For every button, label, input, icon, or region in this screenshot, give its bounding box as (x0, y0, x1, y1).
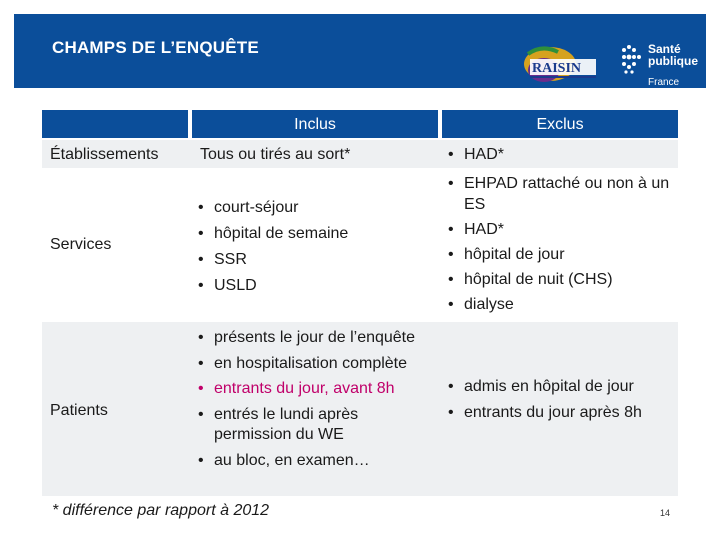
list-item: • EHPAD rattaché ou non à un ES (446, 173, 678, 215)
list-item: • HAD* (446, 144, 676, 166)
header-banner (14, 14, 706, 88)
raisin-logo-text: RAISIN (532, 61, 582, 76)
raisin-logo (522, 44, 604, 88)
cell-etablissements-exclus (446, 144, 676, 166)
list-item: • entrés le lundi après permission du WE (196, 405, 436, 446)
list-item: • SSR (196, 247, 436, 273)
page-title: CHAMPS DE L’ENQUÊTE (52, 38, 259, 57)
cell-services-exclus (446, 173, 678, 315)
list-item: • HAD* (446, 219, 678, 240)
cell-patients-inclus (196, 328, 436, 471)
list-item: • présents le jour de l’enquête (196, 328, 436, 349)
list-item: • dialyse (446, 294, 678, 315)
sp-logo-text (648, 43, 698, 67)
list-item: • au bloc, en examen… (196, 451, 436, 472)
footnote: * différence par rapport à 2012 (52, 502, 270, 519)
row-label-patients: Patients (50, 402, 108, 419)
cell-services-inclus (196, 195, 436, 299)
column-header-inclus: Inclus (192, 110, 438, 138)
sp-logo-line1: Santé (648, 42, 681, 56)
row-label-etablissements: Établissements (50, 146, 159, 163)
list-item: • hôpital de jour (446, 244, 678, 265)
page-number: 14 (660, 508, 671, 518)
sante-publique-france-logo (620, 42, 712, 88)
column-header-blank (42, 110, 188, 138)
column-header-exclus: Exclus (442, 110, 678, 138)
list-item-highlighted: • entrants du jour, avant 8h (196, 379, 436, 400)
list-item: • admis en hôpital de jour (446, 374, 678, 400)
cell-patients-exclus (446, 374, 678, 426)
sp-logo-france: France (648, 77, 680, 88)
row-label-services: Services (50, 236, 112, 253)
cell-etablissements-inclus: Tous ou tirés au sort* (200, 146, 351, 163)
sp-logo-line2: publique (648, 54, 698, 68)
list-item: • entrants du jour après 8h (446, 400, 678, 426)
list-item: • court-séjour (196, 195, 436, 221)
list-item: • USLD (196, 273, 436, 299)
list-item: • hôpital de nuit (CHS) (446, 269, 678, 290)
list-item: • en hospitalisation complète (196, 354, 436, 375)
list-item: • hôpital de semaine (196, 221, 436, 247)
